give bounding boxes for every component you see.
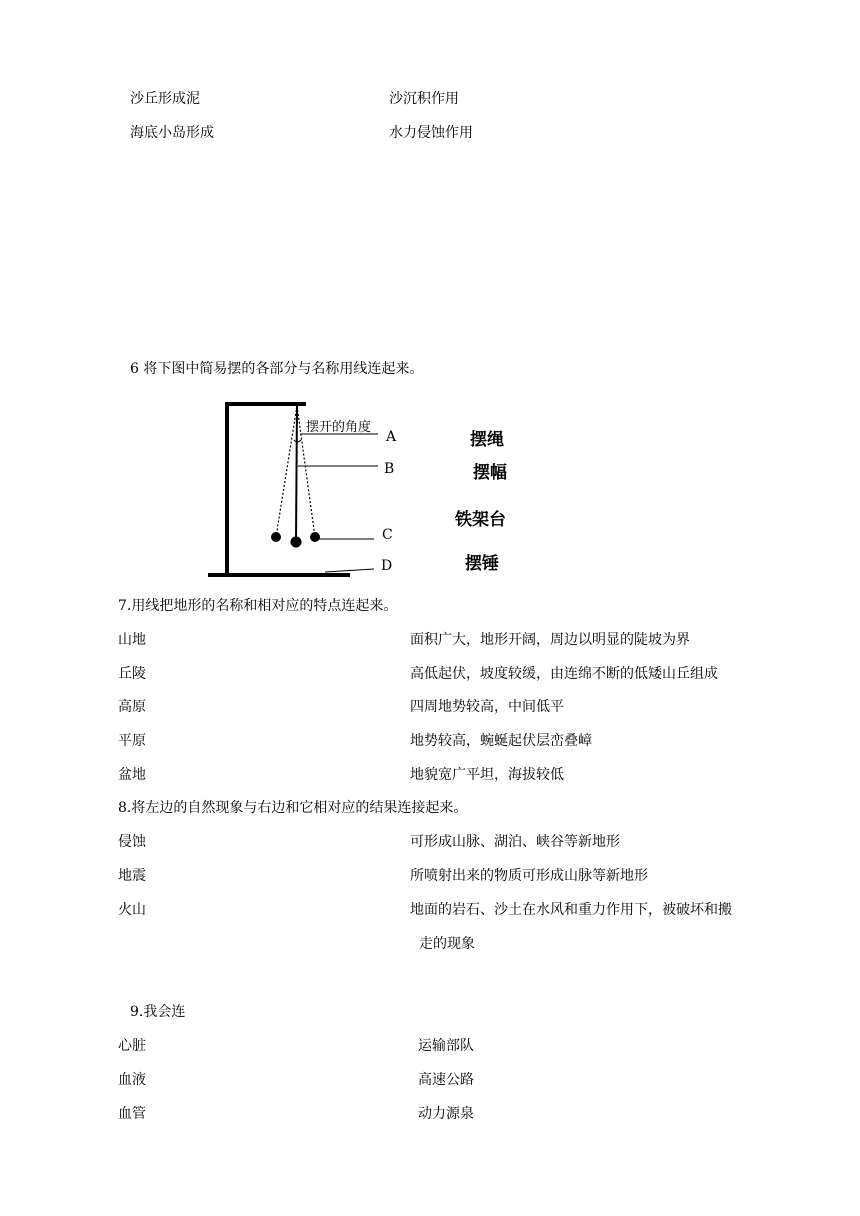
q9-right-1: 运输部队 <box>418 1038 474 1054</box>
q8-left-3: 火山 <box>118 902 146 918</box>
q9-left-2: 血液 <box>118 1072 146 1088</box>
q9-left-3: 血管 <box>118 1106 146 1122</box>
name-string: 摆绳 <box>470 430 504 450</box>
intro-left-2: 海底小岛形成 <box>130 125 214 141</box>
letter-d: D <box>381 558 393 574</box>
q8-left-2: 地震 <box>118 868 146 884</box>
q7-left-3: 高原 <box>118 699 146 715</box>
left-bob <box>271 532 281 542</box>
name-bob: 摆锤 <box>465 554 499 574</box>
center-bob <box>291 537 302 548</box>
intro-left-1: 沙丘形成泥 <box>130 91 200 107</box>
q8-left-1: 侵蚀 <box>118 834 146 850</box>
q7-right-3: 四周地势较高，中间低平 <box>410 699 564 715</box>
q7-left-4: 平原 <box>118 733 146 749</box>
name-iron-stand: 铁架台 <box>455 510 506 530</box>
q7-left-5: 盆地 <box>118 767 146 783</box>
intro-right-2: 水力侵蚀作用 <box>389 125 473 141</box>
center-string <box>296 406 297 540</box>
q9-right-2: 高速公路 <box>418 1072 474 1088</box>
q6-title: 6 将下图中简易摆的各部分与名称用线连起来。 <box>130 361 424 377</box>
q7-left-2: 丘陵 <box>118 666 146 682</box>
q8-title: 8.将左边的自然现象与右边和它相对应的结果连接起来。 <box>118 800 468 816</box>
q8-right-3-continuation: 走的现象 <box>419 936 475 952</box>
q7-title: 7.用线把地形的名称和相对应的特点连起来。 <box>118 598 398 614</box>
letter-a: A <box>386 429 397 445</box>
right-bob <box>310 532 320 542</box>
intro-right-1: 沙沉积作用 <box>389 91 459 107</box>
q8-right-3: 地面的岩石、沙土在水风和重力作用下，被破坏和搬 <box>410 902 732 918</box>
q9-right-3: 动力源泉 <box>418 1106 474 1122</box>
leader-d <box>325 569 374 572</box>
q7-right-1: 面积广大，地形开阔，周边以明显的陡坡为界 <box>410 632 690 648</box>
pendulum-figure <box>200 394 530 584</box>
letter-b: B <box>384 461 395 477</box>
angle-label: 摆开的角度 <box>306 420 372 435</box>
q7-right-2: 高低起伏，坡度较缓，由连绵不断的低矮山丘组成 <box>410 666 718 682</box>
q7-left-1: 山地 <box>118 632 146 648</box>
name-amplitude: 摆幅 <box>473 463 507 483</box>
q7-right-4: 地势较高，蜿蜒起伏层峦叠嶂 <box>410 733 592 749</box>
q9-title: 9.我会连 <box>130 1004 186 1020</box>
letter-c: C <box>382 527 393 543</box>
q8-right-1: 可形成山脉、湖泊、峡谷等新地形 <box>410 834 620 850</box>
q9-left-1: 心脏 <box>118 1038 146 1054</box>
q7-right-5: 地貌宽广平坦，海拔较低 <box>410 767 564 783</box>
left-string <box>276 406 297 537</box>
q8-right-2: 所喷射出来的物质可形成山脉等新地形 <box>410 868 648 884</box>
